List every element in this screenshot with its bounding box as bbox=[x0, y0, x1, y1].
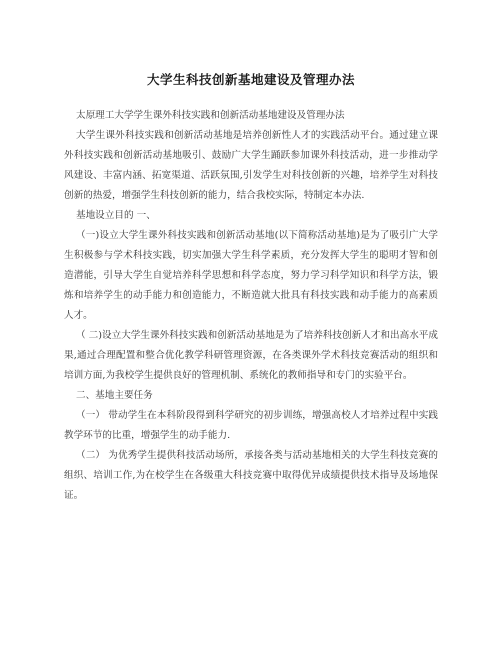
purpose-item-1: （一)设立大学生课外科技实践和创新活动基地(以下简称活动基地)是为了吸引广大学生积极参与学术科技实践，切实加强大学生科学素质，充分发挥大学生的聪明才智和创造潜能，引导大学生自觉培养科学思想和科学态度，努力学习科学知识和科学方法，锻炼和培养学生的动手能力和创造能力，不断造就大批具有科技实践和动手能力的高素质人才。 bbox=[64, 230, 438, 321]
subtitle-paragraph: 太原理工大学学生课外科技实践和创新活动基地建设及管理办法 bbox=[76, 110, 345, 121]
purpose-item-2: （ 二)设立大学生课外科技实践和创新活动基地是为了培养科技创新人才和出高水平成果,通过合理配置和整合优化教学科研管理资源，在各类课外学术科技竞赛活动的组织和培训方面,为我校学生提供良好的管理机制、系统化的教师指导和专门的实验平台。 bbox=[64, 330, 438, 381]
section-heading-purpose: 基地设立目的 一、 bbox=[76, 210, 156, 221]
document-title: 大学生科技创新基地建设及管理办法 bbox=[146, 72, 355, 87]
section-heading-tasks: 二、基地主要任务 bbox=[76, 390, 153, 401]
task-item-2: （二） 为优秀学生提供科技活动场所，承接各类与活动基地相关的大学生科技竞赛的组织、培训工作,为在校学生在各级重大科技竞赛中取得优异成绩提供技术指导及场地保证。 bbox=[64, 450, 438, 501]
task-item-1: （一） 带动学生在本科阶段得到科学研究的初步训练，增强高校人才培养过程中实践教学环节的比重，增强学生的动手能力. bbox=[64, 410, 438, 441]
intro-paragraph: 大学生课外科技实践和创新活动基地是培养创新性人才的实践活动平台。通过建立课外科技实践和创新活动基地吸引、鼓励广大学生踊跃参加课外科技活动，进一步推动学风建设、丰富内涵、拓宽渠道、活跃氛围,引发学生对科技创新的兴趣，培养学生对科技创新的热爱，增强学生科技创新的能力，结合我校实际，特制定本办法. bbox=[64, 130, 438, 201]
